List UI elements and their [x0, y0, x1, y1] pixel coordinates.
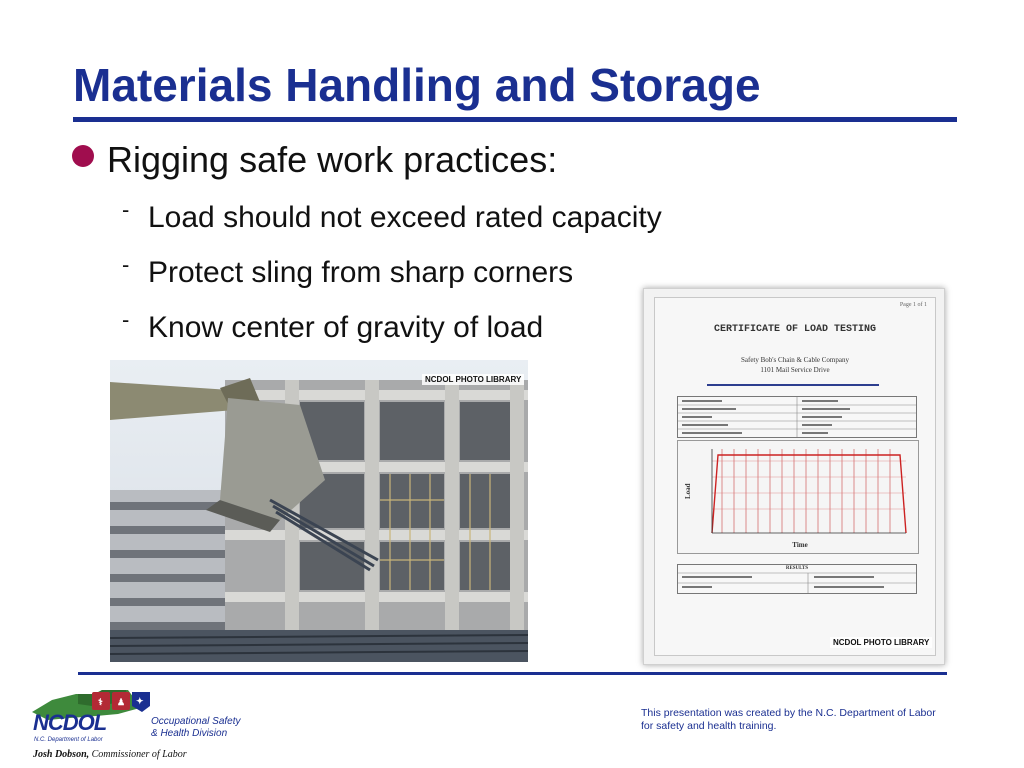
ncdol-wordmark: NCDOL — [33, 710, 107, 735]
commissioner-line — [33, 749, 187, 760]
main-bullet — [72, 140, 557, 180]
footer-divider — [78, 672, 947, 675]
sub-bullet-text: Protect sling from sharp corners — [148, 256, 574, 289]
certificate-info-table — [677, 396, 917, 438]
ncdol-subtitle: N.C. Department of Labor — [34, 737, 103, 743]
info-table-lines — [678, 397, 916, 437]
chart-xlabel: Time — [792, 541, 808, 549]
division-line-2: & Health Division — [151, 728, 228, 739]
sub-bullet-1 — [122, 197, 662, 236]
division-line-1: Occupational Safety — [151, 716, 241, 727]
sub-bullet-text: Load should not exceed rated capacity — [148, 201, 662, 234]
certificate-page: Page 1 of 1 — [899, 302, 927, 308]
dash-icon: - — [122, 197, 130, 222]
excavator-lifting-rebar-image — [110, 360, 528, 662]
chart-ylabel: Load — [684, 483, 692, 499]
photo-credit: NCDOL PHOTO LIBRARY — [422, 374, 524, 385]
bullet-dot-icon — [72, 145, 94, 167]
certificate-title: CERTIFICATE OF LOAD TESTING — [713, 324, 877, 335]
construction-photo — [110, 360, 528, 662]
commissioner-name: Josh Dobson, — [33, 749, 90, 760]
photo-credit: NCDOL PHOTO LIBRARY — [830, 637, 932, 648]
certificate-results-table — [677, 564, 917, 594]
load-chart-graphic — [678, 441, 918, 553]
sub-bullet-3 — [122, 307, 544, 346]
svg-text:✦: ✦ — [136, 696, 144, 706]
certificate-rule — [707, 384, 879, 386]
slide-title: Materials Handling and Storage — [73, 59, 761, 111]
dash-icon: - — [122, 252, 130, 277]
footer-disclaimer: This presentation was created by the N.C. Department of Labor for safety and health training. — [641, 707, 936, 732]
load-vs-time-chart — [677, 440, 919, 554]
certificate-company: Safety Bob's Chain & Cable Company — [740, 356, 849, 364]
division-name — [151, 716, 241, 740]
sub-bullet-2 — [122, 252, 574, 291]
certificate-photo — [643, 288, 945, 665]
title-underline — [73, 117, 957, 122]
main-bullet-text: Rigging safe work practices: — [107, 139, 558, 180]
commissioner-title: Commissioner of Labor — [91, 749, 187, 760]
dash-icon: - — [122, 307, 130, 332]
sub-bullet-text: Know center of gravity of load — [148, 311, 544, 344]
certificate-address: 1101 Mail Service Drive — [760, 366, 830, 374]
ncdol-logo — [30, 688, 270, 763]
svg-text:♟: ♟ — [117, 697, 126, 707]
svg-text:⚕: ⚕ — [98, 697, 103, 707]
results-heading: RESULTS — [785, 566, 809, 571]
certificate-document — [654, 297, 936, 656]
